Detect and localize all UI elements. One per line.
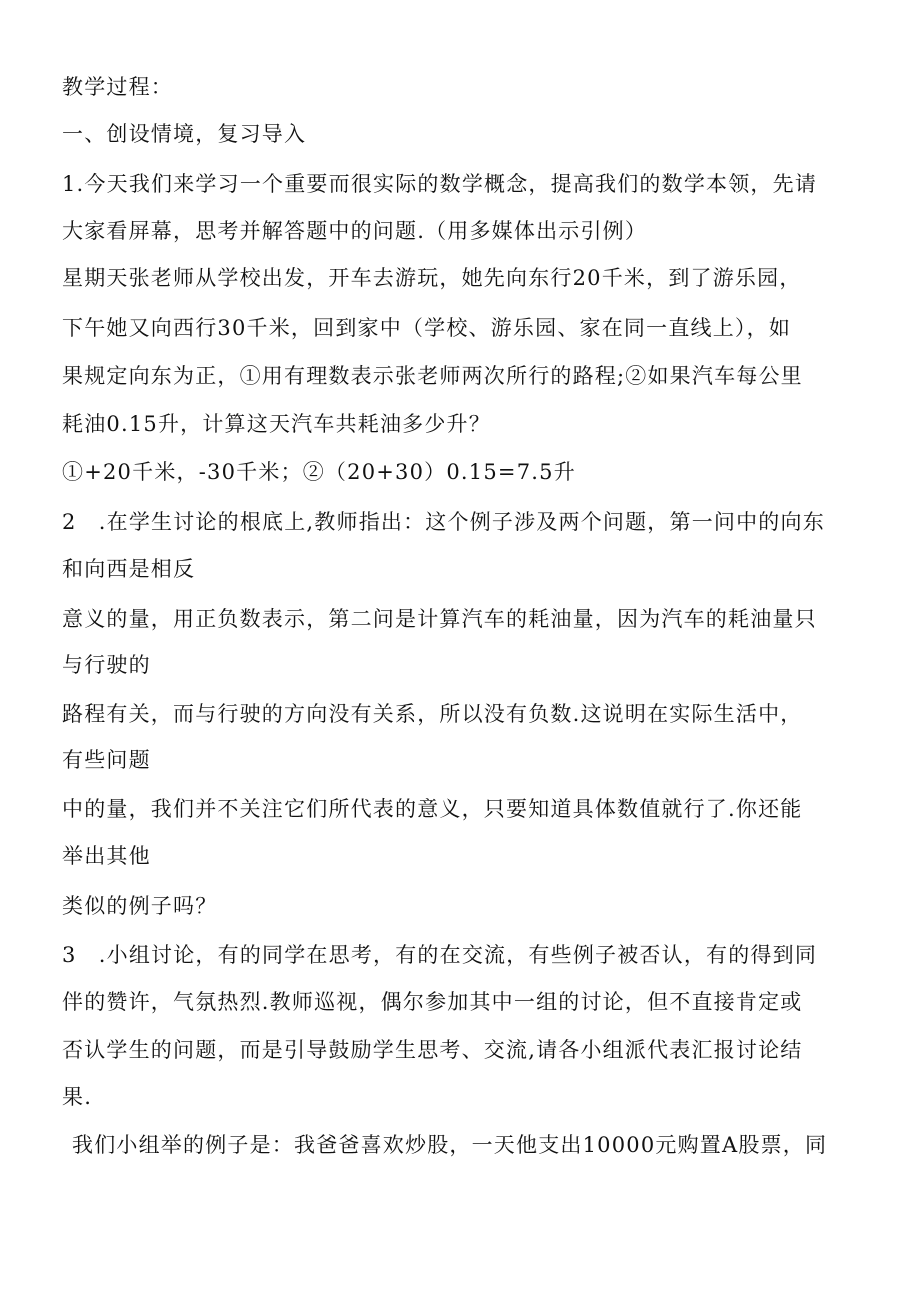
paragraph-line: 举出其他 (62, 844, 151, 868)
paragraph-line: 我们小组举的例子是：我爸爸喜欢炒股，一天他支出10000元购置A股票，同 (72, 1133, 828, 1157)
paragraph-line: 大家看屏幕，思考并解答题中的问题.（用多媒体出示引例） (62, 219, 648, 243)
paragraph-line: 否认学生的问题，而是引导鼓励学生思考、交流,请各小组派代表汇报讨论结 (62, 1038, 803, 1062)
paragraph-line: 中的量，我们并不关注它们所代表的意义，只要知道具体数值就行了.你还能 (62, 797, 803, 821)
answer-line: ①+20千米，-30千米；②（20+30）0.15=7.5升 (62, 460, 576, 484)
section-heading: 教学过程： (62, 75, 173, 99)
paragraph-line: 有些问题 (62, 748, 151, 772)
paragraph-line: 果. (62, 1085, 93, 1109)
paragraph-line: 与行驶的 (62, 653, 151, 677)
paragraph-line: 1.今天我们来学习一个重要而很实际的数学概念，提高我们的数学本领，先请 (62, 172, 818, 196)
paragraph-line: 意义的量，用正负数表示，第二问是计算汽车的耗油量，因为汽车的耗油量只 (62, 607, 817, 631)
paragraph-line: 路程有关，而与行驶的方向没有关系，所以没有负数.这说明在实际生活中， (62, 702, 803, 726)
paragraph-line: 3 .小组讨论，有的同学在思考，有的在交流，有些例子被否认，有的得到同 (62, 943, 818, 967)
paragraph-line: 星期天张老师从学校出发，开车去游玩，她先向东行20千米，到了游乐园， (62, 266, 802, 290)
subsection-heading: 一、创设情境，复习导入 (62, 122, 307, 146)
paragraph-line: 耗油0.15升，计算这天汽车共耗油多少升？ (62, 412, 491, 436)
paragraph-line: 下午她又向西行30千米，回到家中（学校、游乐园、家在同一直线上），如 (62, 316, 792, 340)
paragraph-line: 伴的赞许，气氛热烈.教师巡视，偶尔参加其中一组的讨论，但不直接肯定或 (62, 990, 803, 1014)
paragraph-line: 果规定向东为正，①用有理数表示张老师两次所行的路程;②如果汽车每公里 (62, 364, 803, 388)
paragraph-line: 类似的例子吗？ (62, 894, 218, 918)
paragraph-line: 2 .在学生讨论的根底上,教师指出：这个例子涉及两个问题，第一问中的向东 (62, 510, 825, 534)
paragraph-line: 和向西是相反 (62, 557, 196, 581)
